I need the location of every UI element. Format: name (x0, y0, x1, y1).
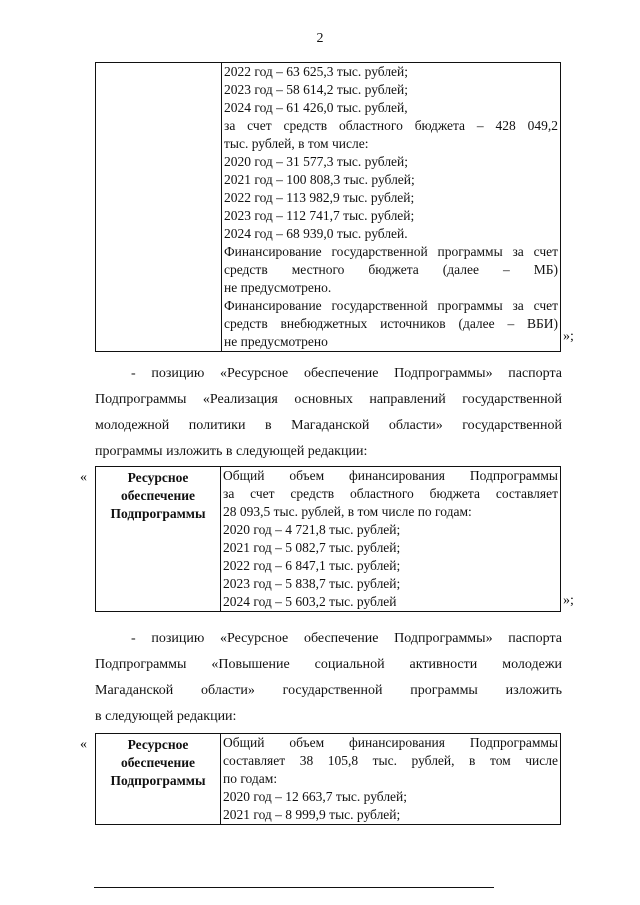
text-line: Финансирование государственной программы за счет (224, 244, 558, 259)
paragraph-line: Подпрограммы «Реализация основных направлений государственной (95, 392, 562, 407)
label-line: Ресурсное (127, 737, 189, 752)
text-line: 2020 год – 31 577,3 тыс. рублей; (224, 154, 409, 169)
label-line: Подпрограммы (110, 773, 206, 788)
text-line: 2021 год – 100 808,3 тыс. рублей; (224, 172, 415, 187)
text-line: за счет средств областного бюджета – 428 049,2 (224, 118, 558, 133)
text-line: составляет 38 105,8 тыс. рублей, в том числе (223, 753, 558, 768)
text-line: не предусмотрено. (224, 280, 332, 295)
text-line: 2023 год – 5 838,7 тыс. рублей; (223, 576, 401, 591)
paragraph-line: - позицию «Ресурсное обеспечение Подпрограммы» паспорта (131, 631, 562, 646)
resource-table-subprogram-1 (95, 466, 561, 612)
text-line: средств внебюджетных источников (далее – ВБИ) (224, 316, 558, 331)
text-line: не предусмотрено (224, 334, 328, 349)
text-line: 2021 год – 5 082,7 тыс. рублей; (223, 540, 401, 555)
text-line: Общий объем финансирования Подпрограммы (223, 735, 558, 750)
text-line: Общий объем финансирования Подпрограммы (223, 468, 558, 483)
resource-text-cell (221, 734, 561, 825)
text-line: 2020 год – 4 721,8 тыс. рублей; (223, 522, 401, 537)
resource-label-cell (96, 467, 221, 612)
text-line: за счет средств областного бюджета составляет (223, 486, 558, 501)
financing-text-cell (222, 63, 561, 352)
label-line: Ресурсное (127, 470, 189, 485)
text-line: 2024 год – 5 603,2 тыс. рублей (223, 594, 397, 609)
paragraph-line: - позицию «Ресурсное обеспечение Подпрограммы» паспорта (131, 366, 562, 381)
opening-quote: « (80, 737, 87, 752)
text-line: по годам: (223, 771, 278, 786)
text-line: 2022 год – 6 847,1 тыс. рублей; (223, 558, 401, 573)
text-line: 2023 год – 58 614,2 тыс. рублей; (224, 82, 409, 97)
page-number: 2 (316, 31, 324, 46)
closing-quote: »; (563, 593, 574, 608)
text-line: 28 093,5 тыс. рублей, в том числе по годам: (223, 504, 472, 519)
paragraph-line: программы изложить в следующей редакции: (95, 444, 368, 459)
text-line: Финансирование государственной программы за счет (224, 298, 558, 313)
empty-label-cell (96, 63, 222, 352)
resource-text-cell (221, 467, 561, 612)
financing-table-continued (95, 62, 561, 352)
text-line: 2021 год – 8 999,9 тыс. рублей; (223, 807, 401, 822)
paragraph-line: Подпрограммы «Повышение социальной активности молодежи (95, 657, 562, 672)
paragraph-line: молодежной политики в Магаданской области» государственной (95, 418, 562, 433)
text-line: 2020 год – 12 663,7 тыс. рублей; (223, 789, 408, 804)
resource-label-cell (96, 734, 221, 825)
footer-rule (94, 887, 494, 888)
closing-quote: »; (563, 329, 574, 344)
text-line: 2024 год – 61 426,0 тыс. рублей, (224, 100, 408, 115)
paragraph-line: в следующей редакции: (95, 709, 237, 724)
text-line: тыс. рублей, в том числе: (224, 136, 369, 151)
opening-quote: « (80, 470, 87, 485)
label-line: Подпрограммы (110, 506, 206, 521)
resource-table-subprogram-2 (95, 733, 561, 825)
text-line: 2022 год – 63 625,3 тыс. рублей; (224, 64, 409, 79)
text-line: 2023 год – 112 741,7 тыс. рублей; (224, 208, 415, 223)
text-line: средств местного бюджета (далее – МБ) (224, 262, 558, 277)
paragraph-subprogram-1 (95, 361, 562, 465)
paragraph-subprogram-2 (95, 626, 562, 730)
text-line: 2024 год – 68 939,0 тыс. рублей. (224, 226, 408, 241)
label-line: обеспечение (120, 488, 196, 503)
text-line: 2022 год – 113 982,9 тыс. рублей; (224, 190, 415, 205)
label-line: обеспечение (120, 755, 196, 770)
paragraph-line: Магаданской области» государственной программы изложить (95, 683, 562, 698)
